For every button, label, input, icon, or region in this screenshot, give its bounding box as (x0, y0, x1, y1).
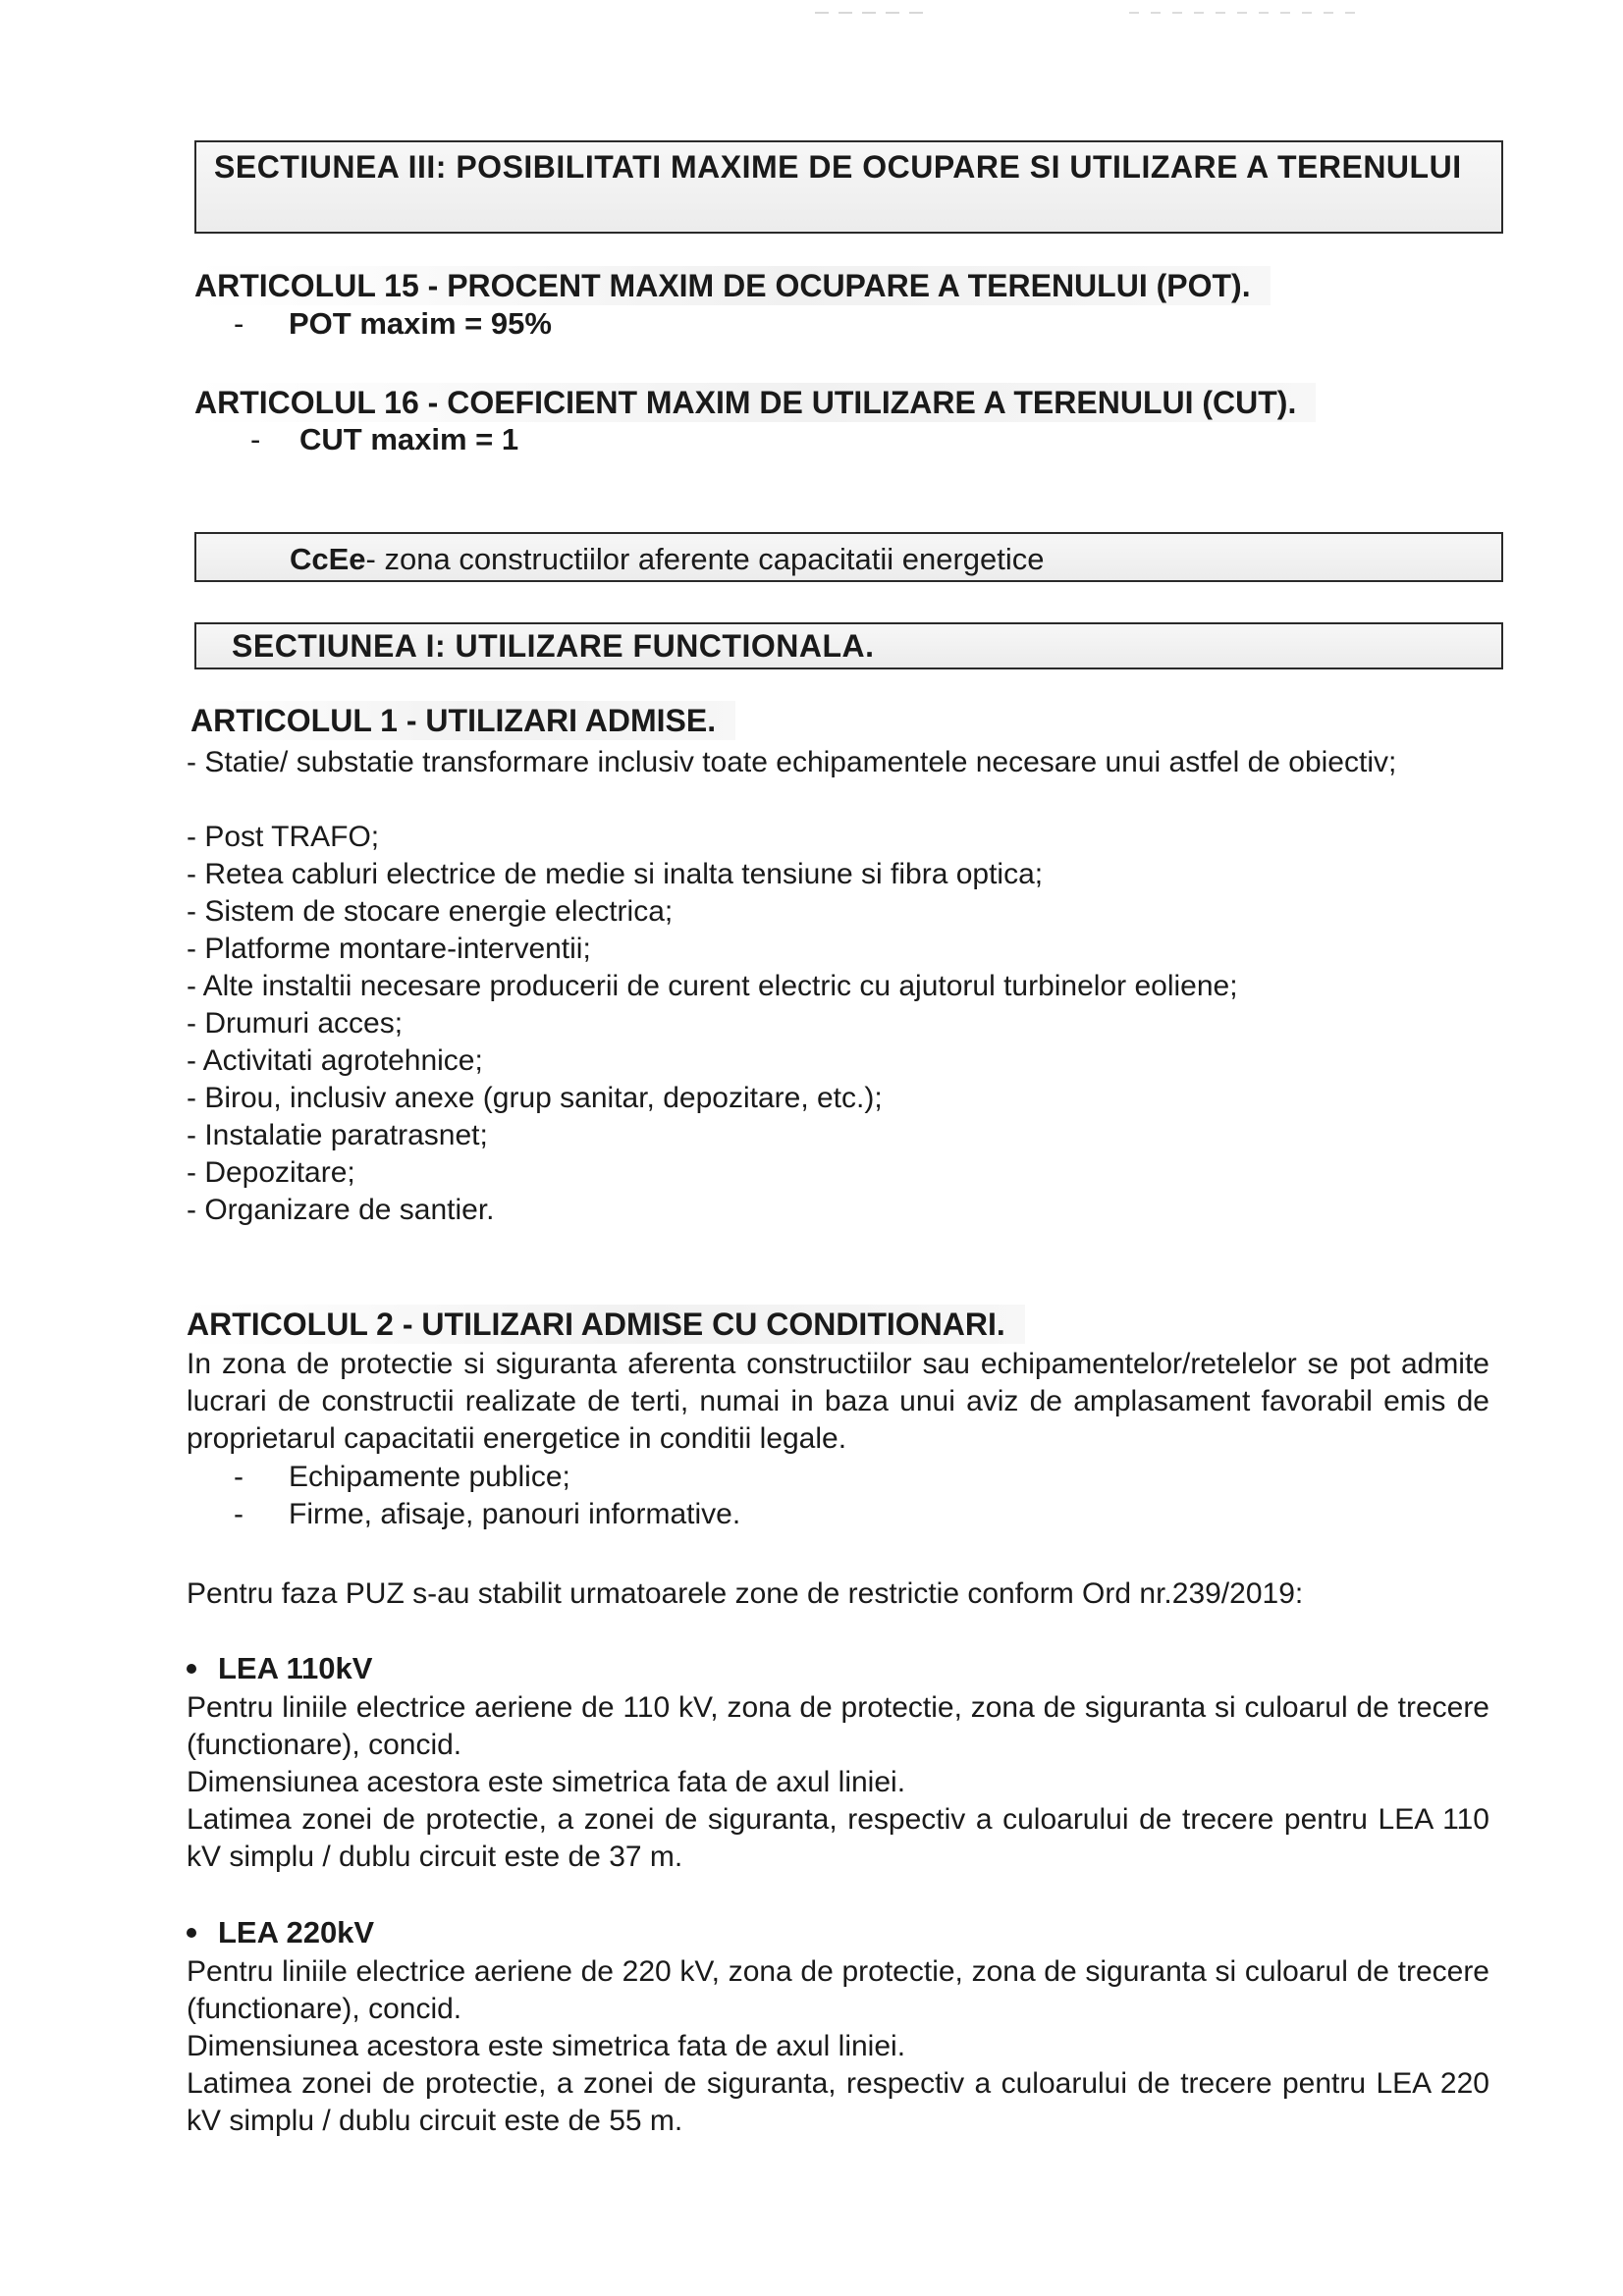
article-1-list (187, 819, 1492, 1229)
article-2-heading: ARTICOLUL 2 - UTILIZARI ADMISE CU CONDITIONARI. (187, 1305, 1025, 1344)
pot-value: POT maxim = 95% (289, 306, 552, 341)
dash-marker: - (234, 306, 244, 341)
lea-110-heading: LEA 110kV (187, 1650, 372, 1687)
list-item: - Sistem de stocare energie electrica; (187, 895, 674, 928)
lea-220-paragraph-1: Pentru liniile electrice aeriene de 220 kV, zona de protectie, zona de siguranta si culoarul de trecere (functionare), concid. (187, 1955, 1489, 2025)
list-item: - Depozitare; (187, 1156, 355, 1189)
list-item: - Retea cabluri electrice de medie si inalta tensiune si fibra optica; (187, 858, 1044, 890)
article-16-heading: ARTICOLUL 16 - COEFICIENT MAXIM DE UTILIZARE A TERENULUI (CUT). (194, 383, 1316, 422)
article-16-value (250, 421, 518, 458)
zone-code: CcEe (290, 542, 366, 576)
list-item: - Firme, afisaje, panouri informative. (234, 1498, 741, 1530)
article-15-value (234, 305, 552, 343)
section-3-header-box (194, 140, 1503, 234)
lea-110-paragraph-2: Dimensiunea acestora este simetrica fata de axul liniei. (187, 1766, 906, 1798)
lea-110-paragraph-1: Pentru liniile electrice aeriene de 110 kV, zona de protectie, zona de siguranta si culoarul de trecere (functionare), concid. (187, 1691, 1489, 1761)
list-item: - Platforme montare-interventii; (187, 933, 591, 965)
zone-header-box (194, 532, 1503, 582)
article-15-heading: ARTICOLUL 15 - PROCENT MAXIM DE OCUPARE A TERENULUI (POT). (194, 266, 1271, 305)
restrictions-intro: Pentru faza PUZ s-au stabilit urmatoarele zone de restrictie conform Ord nr.239/2019: (187, 1577, 1304, 1610)
lea-220-paragraph-2: Dimensiunea acestora este simetrica fata de axul liniei. (187, 2030, 906, 2062)
list-item: - Drumuri acces; (187, 1007, 404, 1040)
list-item: - Birou, inclusiv anexe (grup sanitar, depozitare, etc.); (187, 1082, 883, 1114)
lea-220-heading: LEA 220kV (187, 1914, 374, 1951)
article-1-heading: ARTICOLUL 1 - UTILIZARI ADMISE. (190, 701, 735, 740)
list-item: - Activitati agrotehnice; (187, 1044, 483, 1077)
list-item: - Echipamente publice; (234, 1461, 570, 1493)
bullet-icon (187, 1928, 196, 1938)
article-2-list (234, 1459, 1412, 1533)
bullet-icon (187, 1664, 196, 1674)
list-item: - Organizare de santier. (187, 1194, 495, 1226)
zone-heading (290, 534, 1501, 584)
cut-value: CUT maxim = 1 (299, 422, 519, 456)
dash-marker: - (250, 422, 261, 456)
scan-artifact (815, 10, 1365, 16)
article-1-first-item: - Statie/ substatie transformare inclusiv toate echipamentele necesare unui astfel de obiectiv; (187, 746, 1397, 778)
zone-description: - zona constructiilor aferente capacitatii energetice (365, 542, 1045, 576)
lea-220-paragraph-3: Latimea zonei de protectie, a zonei de siguranta, respectiv a culoarului de trecere pentru LEA 220 kV simplu / dublu circuit este de 55 m. (187, 2067, 1489, 2137)
section-1-header-box (194, 622, 1503, 669)
list-item: - Instalatie paratrasnet; (187, 1119, 488, 1151)
section-1-title: SECTIUNEA I: UTILIZARE FUNCTIONALA. (232, 628, 875, 664)
lea-110-paragraph-3: Latimea zonei de protectie, a zonei de siguranta, respectiv a culoarului de trecere pentru LEA 110 kV simplu / dublu circuit este de 37 m. (187, 1803, 1489, 1873)
section-3-title: SECTIUNEA III: POSIBILITATI MAXIME DE OCUPARE SI UTILIZARE A TERENULUI (214, 149, 1462, 185)
list-item: - Alte instaltii necesare producerii de curent electric cu ajutorul turbinelor eoliene; (187, 970, 1238, 1002)
list-item: - Post TRAFO; (187, 821, 380, 853)
article-2-intro: In zona de protectie si siguranta aferenta constructiilor sau echipamentelor/retelelor se pot admite lucrari de constructii realizate de terti, numai in baza unui aviz de amplasament favorabil emis de proprietarul capacitatii energetice in conditii legale. (187, 1348, 1489, 1455)
